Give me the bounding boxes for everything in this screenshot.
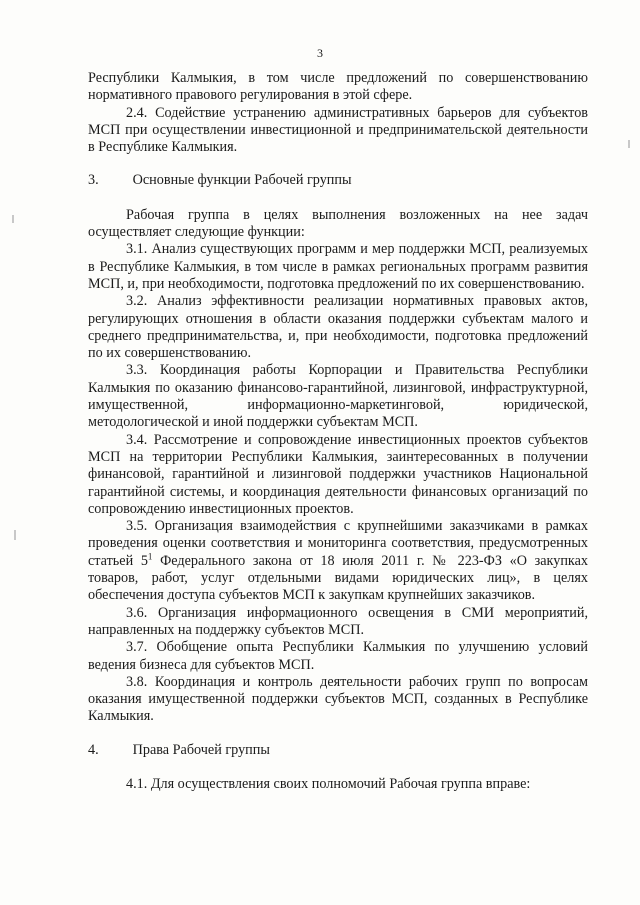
section-title: Права Рабочей группы	[132, 741, 270, 758]
paragraph-3-2: 3.2. Анализ эффективности реализации нормативных правовых актов, регулирующих отношения в области оказания поддержки субъектам малого и среднего предпринимательства, и, при необходимости, подготовка предложений по их совершенствованию.	[88, 293, 588, 362]
paragraph-3-4: 3.4. Рассмотрение и сопровождение инвестиционных проектов субъектов МСП на территории Республики Калмыкия, заинтересованных в получении финансовой, гарантийной и лизинговой поддержки участников Национальной гарантийной системы, и координация деятельности финансовых организаций по сопровождению инвестиционных проектов.	[88, 431, 588, 517]
paragraph-3-8: 3.8. Координация и контроль деятельности рабочих групп по вопросам оказания имущественной поддержки субъектов МСП, созданных в Республике Калмыкия.	[88, 673, 588, 725]
paragraph-2-4: 2.4. Содействие устранению административных барьеров для субъектов МСП при осуществлении инвестиционной и предпринимательской деятельности в Республике Калмыкия.	[88, 104, 588, 156]
section-number: 4.	[88, 741, 99, 758]
paragraph-3-1: 3.1. Анализ существующих программ и мер поддержки МСП, реализуемых в Республике Калмыкия, в том числе в рамках региональных программ развития МСП, и, при необходимости, подготовка предложений по их совершенствованию.	[88, 241, 588, 292]
paragraph-intro: Республики Калмыкия, в том числе предложений по совершенствованию нормативного правового регулирования в этой сфере.	[88, 70, 588, 104]
paragraph-3-6: 3.6. Организация информационного освещения в СМИ мероприятий, направленных на поддержку субъектов МСП.	[88, 604, 588, 638]
paragraph-3-7: 3.7. Обобщение опыта Республики Калмыкия по улучшению условий ведения бизнеса для субъектов МСП.	[88, 639, 588, 673]
section-number: 3.	[88, 172, 99, 189]
page-number: 3	[317, 46, 323, 60]
superscript-article-index: 1	[147, 550, 153, 561]
paragraph-3-5	[88, 518, 588, 604]
scan-margin-mark	[14, 530, 16, 540]
paragraph-3-5-part-a: 3.5. Организация взаимодействия с крупнейшими заказчиками в рамках проведения оценки соответствия и мониторинга соответствия, предусмотренных статьей 5	[88, 518, 588, 569]
section-heading-3	[88, 172, 588, 189]
scan-margin-mark	[12, 215, 14, 223]
paragraph-4-1: 4.1. Для осуществления своих полномочий Рабочая группа вправе:	[126, 775, 531, 792]
scan-margin-mark	[628, 140, 630, 148]
section-heading-4	[88, 742, 588, 759]
paragraph-3-5-part-b: Федерального закона от 18 июля 2011 г. № 223-ФЗ «О закупках товаров, работ, услуг отдельными видами юридических лиц», в целях обеспечения доступа субъектов МСП к закупкам крупнейших заказчиков.	[88, 552, 588, 604]
paragraph-3-3: 3.3. Координация работы Корпорации и Правительства Республики Калмыкия по оказанию финансово-гарантийной, лизинговой, инфраструктурной, имущественной, информационно-маркетинговой, юридической, методологической и иной поддержки субъектам МСП.	[88, 362, 588, 431]
section-title: Основные функции Рабочей группы	[132, 172, 352, 189]
paragraph-3-lead: Рабочая группа в целях выполнения возложенных на нее задач осуществляет следующие функции:	[88, 206, 588, 241]
document-body	[88, 70, 588, 793]
